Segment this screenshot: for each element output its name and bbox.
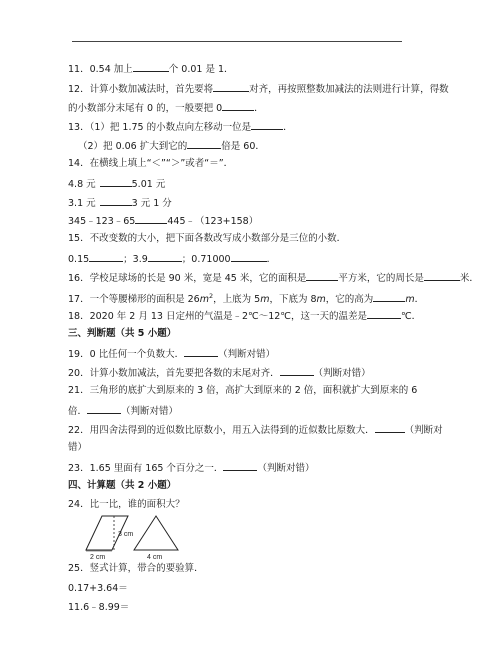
question-25-intro: 25．竖式计算，带合的要验算． bbox=[68, 563, 204, 574]
q11-text-end: 个 0.01 是 1． bbox=[168, 64, 234, 75]
question-13-part1 bbox=[68, 120, 293, 134]
q13-text-2: （2）把 0.06 扩大到它的 bbox=[78, 141, 188, 152]
q13-blank-2[interactable] bbox=[187, 139, 221, 149]
q16-blank-2[interactable] bbox=[424, 271, 460, 281]
q23-blank[interactable] bbox=[223, 461, 257, 471]
q21-blank[interactable] bbox=[87, 404, 121, 414]
q14-c-right: 445﹣（123+158） bbox=[167, 216, 259, 227]
question-16 bbox=[68, 271, 479, 285]
q15-blank-a[interactable] bbox=[89, 252, 123, 262]
header-rule bbox=[72, 41, 402, 42]
q16-end: 米． bbox=[459, 273, 479, 284]
question-22-line1 bbox=[68, 423, 443, 437]
question-13-part2 bbox=[78, 139, 265, 153]
q21-text-2: 倍． bbox=[68, 406, 88, 417]
q12-blank-2[interactable] bbox=[222, 101, 254, 111]
q15-blank-c[interactable] bbox=[231, 252, 267, 262]
q15-a: 0.15 bbox=[68, 254, 90, 265]
q15-end: ． bbox=[266, 254, 277, 265]
q20-text: 20．计算小数加减法，首先要把各数的末尾对齐． bbox=[68, 368, 280, 379]
question-15-intro: 15．不改变数的大小，把下面各数改写成小数部分是三位的小数． bbox=[68, 233, 347, 244]
q18-end: ℃． bbox=[400, 311, 422, 322]
q23-text: 23．1.65 里面有 165 个百分之一． bbox=[68, 463, 224, 474]
question-23 bbox=[68, 461, 314, 475]
q15-b: 3.9 bbox=[132, 254, 148, 265]
q14-blank-b[interactable] bbox=[100, 196, 132, 206]
q12-blank-1[interactable] bbox=[213, 82, 249, 92]
q17-blank[interactable] bbox=[373, 292, 405, 302]
q17-text: 17．一个等腰梯形的面积是 26 bbox=[68, 294, 200, 306]
question-14-c bbox=[68, 214, 258, 228]
q16-text: 16．学校足球场的长是 90 米，宽是 45 米，它的面积是 bbox=[68, 273, 307, 284]
question-15-items bbox=[68, 252, 276, 266]
question-14-a bbox=[68, 177, 165, 191]
q14-b-right: 3 元 1 分 bbox=[131, 198, 172, 209]
question-17 bbox=[68, 290, 424, 306]
q14-a-right: 5.01 元 bbox=[131, 179, 166, 190]
q17-mid3: ，它的高为 bbox=[325, 294, 374, 306]
q17-sup: 2 bbox=[208, 292, 214, 300]
q17-mid: ，上底为 5 bbox=[213, 294, 261, 306]
question-12-line2 bbox=[68, 101, 264, 115]
q14-blank-c[interactable] bbox=[135, 214, 167, 224]
q12-text-cont: 对齐，再按照整数加减法的法则进行计算，得数 bbox=[249, 84, 449, 95]
q13-end-1: ． bbox=[283, 122, 293, 133]
q22-hint: （判断对 bbox=[404, 425, 443, 436]
q20-hint: （判断对错） bbox=[313, 368, 371, 379]
q12-text: 12．计算小数加减法时，首先要将 bbox=[68, 84, 214, 95]
q17-mid2: ，下底为 8 bbox=[269, 294, 317, 306]
q15-c: 0.71000 bbox=[191, 254, 231, 265]
base2-label: 4 cm bbox=[147, 554, 163, 561]
q17-unit-m2: m bbox=[199, 294, 209, 306]
q18-blank[interactable] bbox=[367, 309, 401, 319]
question-14-b bbox=[68, 196, 172, 210]
q22-text: 22．用四舍法得到的近似数比原数小，用五入法得到的近似数比原数大． bbox=[68, 425, 375, 436]
question-25-expr-1: 0.17+3.64＝ bbox=[68, 583, 128, 594]
q13-blank-1[interactable] bbox=[251, 120, 283, 130]
q11-text: 11．0.54 加上 bbox=[68, 64, 133, 75]
section-3-title: 三、判断题（共 5 小题） bbox=[68, 328, 177, 339]
q23-hint: （判断对错） bbox=[257, 463, 315, 474]
question-14-intro: 14．在横线上填上“＜”“＞”或者“＝”． bbox=[68, 158, 234, 169]
q24-figure bbox=[84, 512, 184, 560]
q18-text: 18．2020 年 2 月 13 日定州的气温是﹣2℃～12℃，这一天的温差是 bbox=[68, 311, 367, 322]
q12-text-line2: 的小数部分末尾有 0 的，一般要把 0 bbox=[68, 103, 223, 114]
q17-unit-m-3: m bbox=[405, 294, 415, 306]
question-22-line2: 错） bbox=[68, 442, 88, 453]
question-19 bbox=[68, 347, 275, 361]
q15-blank-b[interactable] bbox=[148, 252, 182, 262]
q19-text: 19．0 比任何一个负数大． bbox=[68, 349, 185, 360]
section-4-title: 四、计算题（共 2 小题） bbox=[68, 480, 177, 491]
q14-c-left: 345﹣123﹣65 bbox=[68, 216, 136, 227]
q13-end-2: 倍是 60． bbox=[221, 141, 265, 152]
q17-unit-m-1: m bbox=[260, 294, 270, 306]
q19-hint: （判断对错） bbox=[218, 349, 276, 360]
question-18 bbox=[68, 309, 421, 323]
q13-text-1: 13．（1）把 1.75 的小数点向左移动一位是 bbox=[68, 122, 252, 133]
question-24-intro: 24．比一比，谁的面积大？ bbox=[68, 499, 185, 510]
q16-mid: 平方米，它的周长是 bbox=[338, 273, 424, 284]
base1-label: 2 cm bbox=[90, 554, 106, 561]
q14-blank-a[interactable] bbox=[100, 177, 132, 187]
question-20 bbox=[68, 366, 371, 380]
question-12-line1 bbox=[68, 82, 449, 96]
q20-blank[interactable] bbox=[280, 366, 314, 376]
question-21-line1: 21．三角形的底扩大到原来的 3 倍，高扩大到原来的 2 倍，面积就扩大到原来的 6 bbox=[68, 385, 418, 396]
q15-sep-2: ； bbox=[181, 254, 192, 265]
q15-sep-1: ； bbox=[123, 254, 133, 265]
q22-blank[interactable] bbox=[375, 423, 405, 433]
height-label: 3 cm bbox=[118, 531, 134, 538]
q19-blank[interactable] bbox=[184, 347, 218, 357]
q21-hint: （判断对错） bbox=[121, 406, 179, 417]
q16-blank-1[interactable] bbox=[306, 271, 338, 281]
q14-b-left: 3.1 元 bbox=[68, 198, 96, 209]
q17-end: ． bbox=[414, 294, 425, 306]
question-21-line2 bbox=[68, 404, 178, 418]
q17-unit-m-2: m bbox=[316, 294, 326, 306]
question-11 bbox=[68, 62, 234, 76]
triangle-shape bbox=[134, 516, 178, 550]
q12-end: ． bbox=[254, 103, 264, 114]
question-25-expr-2: 11.6﹣8.99＝ bbox=[68, 602, 130, 613]
q11-blank[interactable] bbox=[133, 62, 169, 72]
q14-a-left: 4.8 元 bbox=[68, 179, 96, 190]
